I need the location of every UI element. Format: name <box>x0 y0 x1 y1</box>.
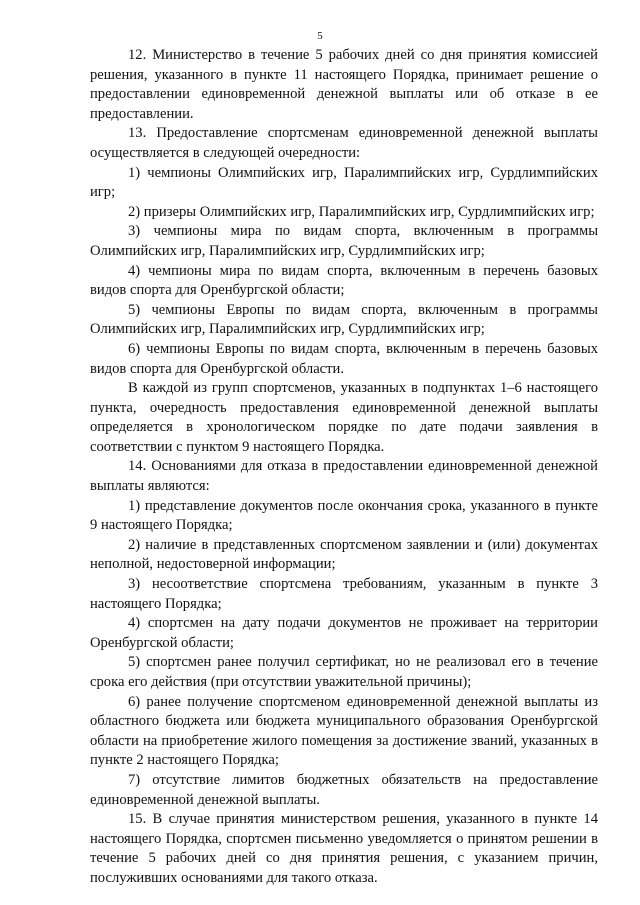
list-item-13-5: 5) чемпионы Европы по видам спорта, включенным в программы Олимпийских игр, Паралимпийских игр, Сурдлимпийских игр; <box>90 301 598 338</box>
list-item-14-6: 6) ранее получение спортсменом единовременной денежной выплаты из областного бюджета или бюджета муниципального образования Оренбургской области на приобретение жилого помещения за достижение званий, указанных в пункте 2 настоящего Порядка; <box>90 693 598 769</box>
list-item-14-4: 4) спортсмен на дату подачи документов не проживает на территории Оренбургской области; <box>90 615 598 651</box>
paragraph-14: 14. Основаниями для отказа в предоставлении единовременной денежной выплаты являются: <box>90 458 598 495</box>
list-item-13-4: 4) чемпионы мира по видам спорта, включенным в перечень базовых видов спорта для Оренбургской области; <box>90 262 598 299</box>
list-item-13-3: 3) чемпионы мира по видам спорта, включенным в программы Олимпийских игр, Паралимпийских игр, Сурдлимпийских игр; <box>90 223 598 259</box>
list-item-13-1: 1) чемпионы Олимпийских игр, Паралимпийских игр, Сурдлимпийских игр; <box>90 164 598 201</box>
list-item-14-3: 3) несоответствие спортсмена требованиям, указанным в пункте 3 настоящего Порядка; <box>90 576 598 612</box>
paragraph-12: 12. Министерство в течение 5 рабочих дней со дня принятия комиссией решения, указанного в пункте 11 настоящего Порядка, принимает решение о предоставлении единовременной денежной выплаты или об отказе в ее предоставлении. <box>90 47 598 122</box>
list-item-14-2: 2) наличие в представленных спортсменом заявлении и (или) документах неполной, недостоверной информации; <box>90 536 598 573</box>
page-number: 5 <box>317 30 323 42</box>
paragraph-13-order: В каждой из групп спортсменов, указанных в подпунктах 1–6 настоящего пункта, очередность предоставления единовременной денежной выплаты определяется в хронологическом порядке по дате подачи заявления в соответствии с пунктом 9 настоящего Порядка. <box>90 380 598 455</box>
list-item-14-7: 7) отсутствие лимитов бюджетных обязательств на предоставление единовременной денежной выплаты. <box>90 771 598 808</box>
paragraph-15: 15. В случае принятия министерством решения, указанного в пункте 14 настоящего Порядка, спортсмен письменно уведомляется о принятом решении в течение 5 рабочих дней со дня принятия решения, с указанием причин, послуживших основаниями для такого отказа. <box>90 811 598 886</box>
document-body <box>90 46 598 889</box>
list-item-13-6: 6) чемпионы Европы по видам спорта, включенным в перечень базовых видов спорта для Оренбургской области. <box>90 340 598 377</box>
paragraph-13: 13. Предоставление спортсменам единовременной денежной выплаты осуществляется в следующей очередности: <box>90 125 598 161</box>
list-item-13-2: 2) призеры Олимпийских игр, Паралимпийских игр, Сурдлимпийских игр; <box>128 203 595 220</box>
list-item-14-1: 1) представление документов после окончания срока, указанного в пункте 9 настоящего Порядка; <box>90 497 598 534</box>
list-item-14-5: 5) спортсмен ранее получил сертификат, но не реализовал его в течение срока его действия (при отсутствии уважительной причины); <box>90 654 598 690</box>
